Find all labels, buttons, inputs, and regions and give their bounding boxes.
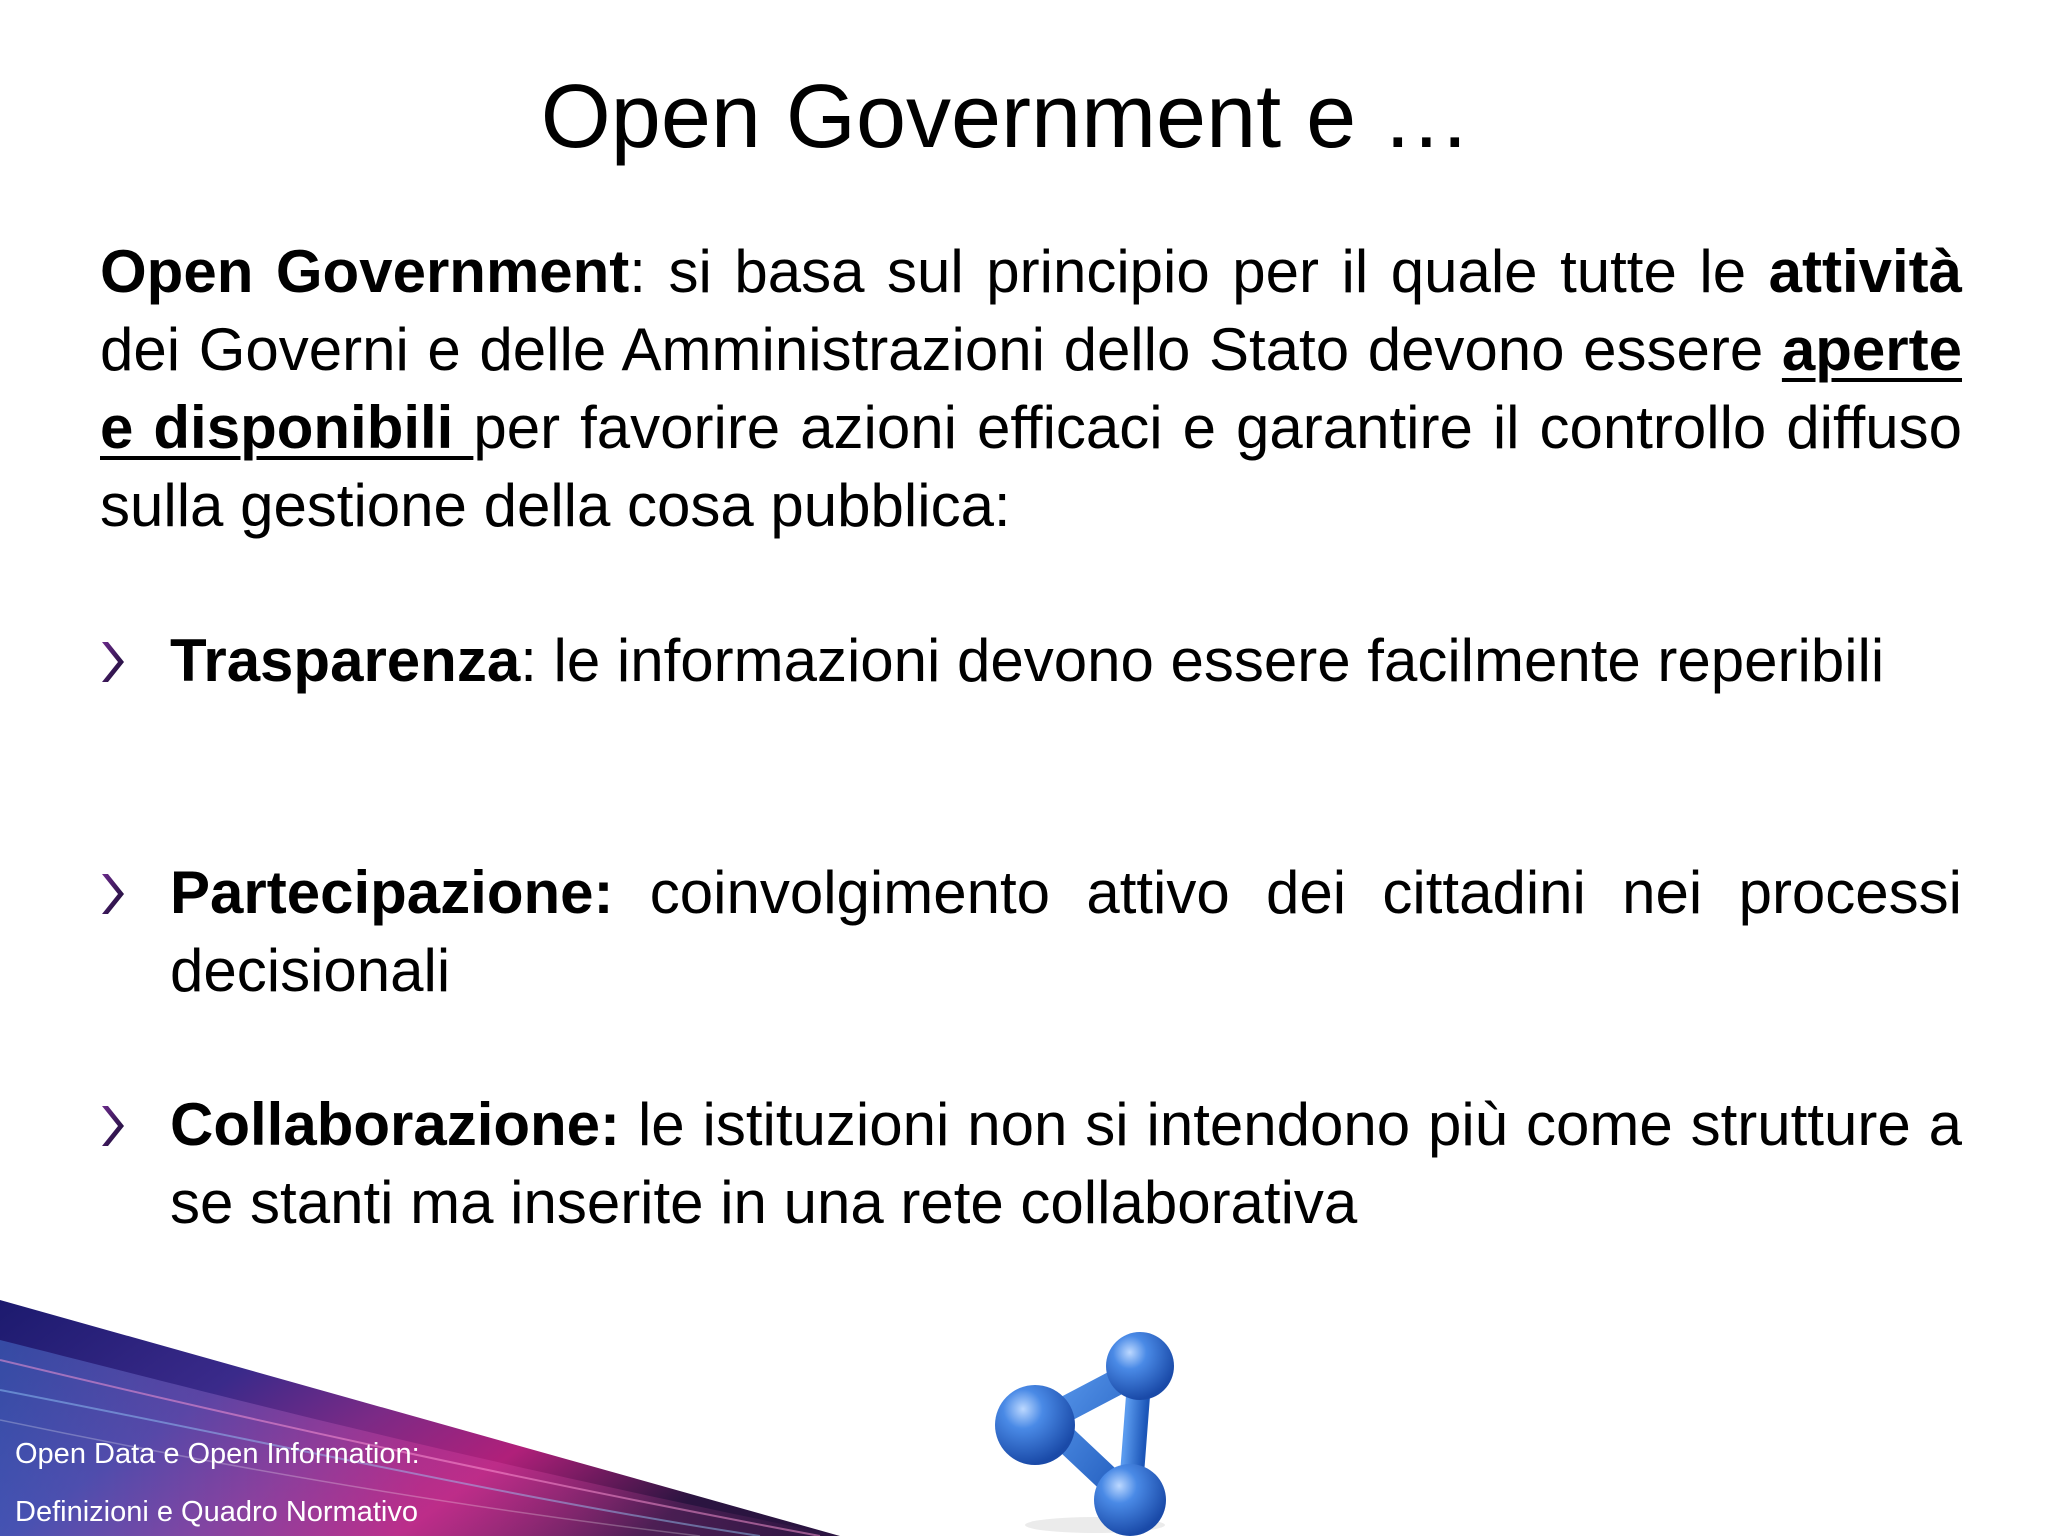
chevron-right-icon [98,870,124,918]
chevron-right-icon [98,1102,124,1150]
chevron-right-icon [98,638,124,686]
bullet-term: Collaborazione: [170,1091,621,1158]
footer-line-2: Definizioni e Quadro Normativo [15,1496,418,1528]
intro-text-3: per favorire azioni efficaci e garantire il controllo diffuso sulla gestione della cosa pubblica: [100,394,1962,539]
bullet-text: coinvolgimento attivo dei cittadini nei processi decisionali [170,859,1962,1004]
bullet-term: Partecipazione: [170,859,614,926]
bullet-text: le istituzioni non si intendono più come strutture a se stanti ma inserite in una rete collaborativa [170,1091,1962,1236]
bullet-text: : le informazioni devono essere facilmente reperibili [520,627,1885,694]
intro-paragraph [100,233,1962,545]
intro-term: Open Government [100,238,630,305]
molecule-network-icon [990,1320,1190,1536]
footer-line-1: Open Data e Open Information: [15,1438,420,1470]
intro-text-1: : si basa sul principio per il quale tutte le [629,238,1769,305]
bullet-term: Trasparenza [170,627,521,694]
slide-title: Open Government e … [540,67,1472,167]
intro-text-2: dei Governi e delle Amministrazioni dello Stato devono essere [100,316,1782,383]
bullet-item-partecipazione [170,854,1962,1010]
bullet-item-collaborazione [170,1086,1962,1242]
intro-bold-1: attività [1768,238,1962,305]
intro-underlined: aperte e disponibili [100,316,1962,461]
bullet-item-trasparenza [170,622,1962,700]
